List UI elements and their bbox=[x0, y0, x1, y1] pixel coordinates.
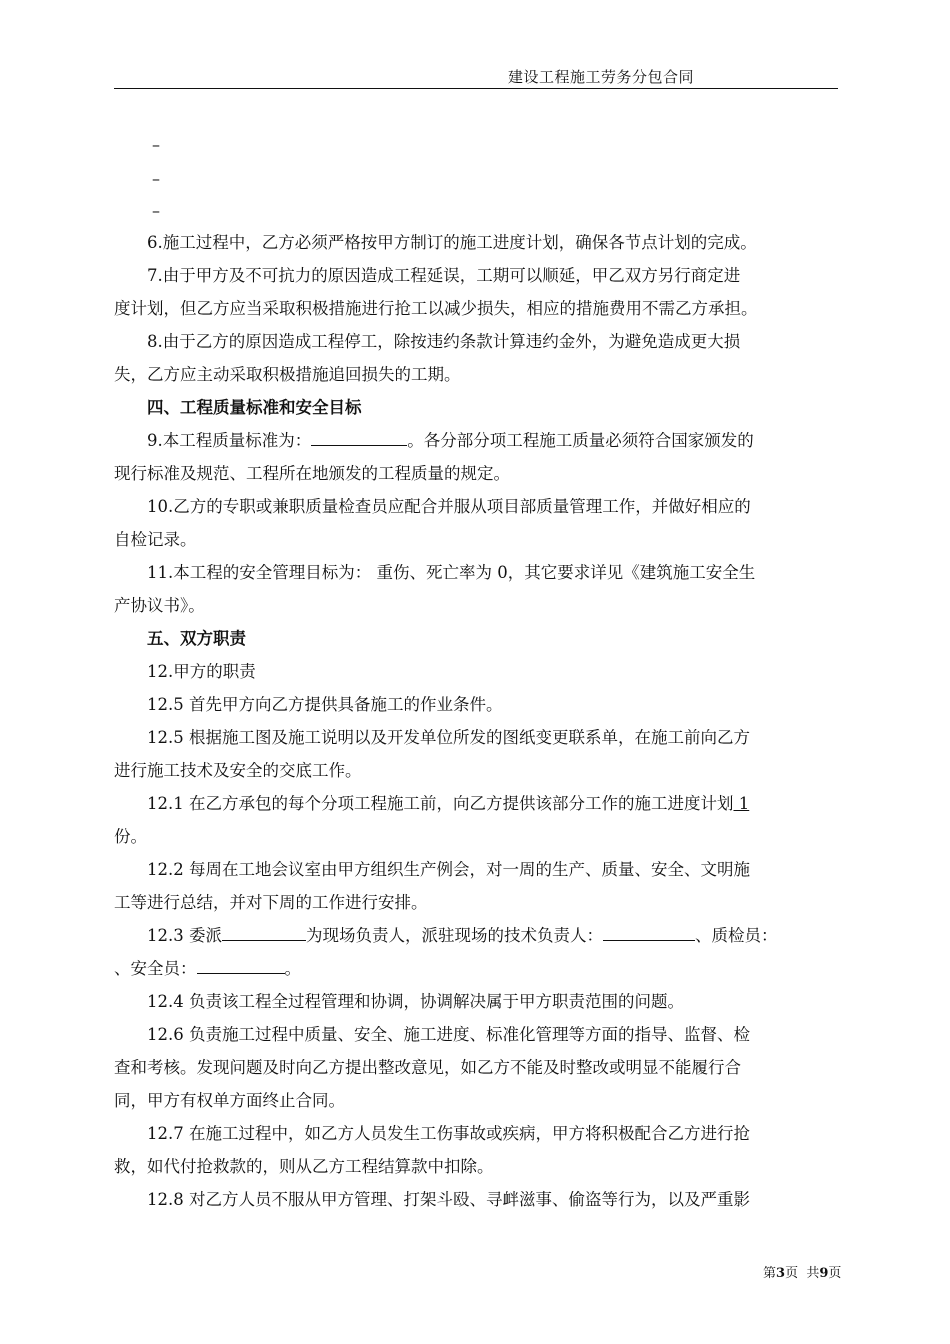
clause-12-3-text-5: 。 bbox=[284, 959, 301, 978]
clause-12-3-text-2: 为现场负责人，派驻现场的技术负责人： bbox=[305, 926, 603, 945]
footer-page-number: 3 bbox=[776, 1266, 786, 1281]
clause-12-4: 12.4 负责该工程全过程管理和协调，协调解决属于甲方职责范围的问题。 bbox=[147, 992, 684, 1011]
schedule-copies: 1 bbox=[733, 794, 750, 813]
clause-6: 6.施工过程中，乙方必须严格按甲方制订的施工进度计划，确保各节点计划的完成。 bbox=[147, 233, 757, 252]
clause-11-line-2: 产协议书》。 bbox=[114, 596, 205, 615]
clause-9-line-2: 现行标准及规范、工程所在地颁发的工程质量的规定。 bbox=[114, 464, 510, 483]
safety-officer-blank bbox=[197, 953, 285, 974]
header-title: 建设工程施工劳务分包合同 bbox=[508, 68, 695, 86]
header-rule bbox=[114, 88, 838, 89]
footer-mid: 页 共 bbox=[785, 1266, 820, 1281]
site-manager-blank bbox=[222, 920, 306, 941]
clause-12-7-line-2: 救，如代付抢救款的，则从乙方工程结算款中扣除。 bbox=[114, 1157, 494, 1176]
clause-12-3-text-1: 12.3 委派 bbox=[147, 926, 222, 945]
clause-12-3-text-3: 、质检员： bbox=[694, 926, 778, 945]
section-heading-5: 五、双方职责 bbox=[147, 629, 246, 648]
clause-10-line-2: 自检记录。 bbox=[114, 530, 197, 549]
clause-9-line-1 bbox=[114, 424, 858, 457]
placeholder-dash: – bbox=[152, 201, 160, 220]
clause-12-6-line-3: 同，甲方有权单方面终止合同。 bbox=[114, 1091, 345, 1110]
clause-9-prefix: 9.本工程质量标准为： bbox=[147, 431, 312, 450]
clause-12-2-line-1: 12.2 每周在工地会议室由甲方组织生产例会，对一周的生产、质量、安全、文明施 bbox=[147, 860, 750, 879]
footer-prefix: 第 bbox=[763, 1266, 777, 1281]
clause-9-suffix: 。各分部分项工程施工质量必须符合国家颁发的 bbox=[407, 431, 754, 450]
clause-12-6-line-1: 12.6 负责施工过程中质量、安全、施工进度、标准化管理等方面的指导、监督、检 bbox=[147, 1025, 750, 1044]
clause-12-3-text-4: 、安全员： bbox=[114, 959, 197, 978]
clause-12-3-line-2 bbox=[114, 952, 858, 985]
clause-12-6-line-2: 查和考核。发现问题及时向乙方提出整改意见，如乙方不能及时整改或明显不能履行合 bbox=[114, 1058, 741, 1077]
clause-12-2-line-2: 工等进行总结，并对下周的工作进行安排。 bbox=[114, 893, 428, 912]
clause-12-5-b-line-1: 12.5 根据施工图及施工说明以及开发单位所发的图纸变更联系单，在施工前向乙方 bbox=[147, 728, 750, 747]
placeholder-dash: – bbox=[152, 169, 160, 188]
clause-12-1-text: 12.1 在乙方承包的每个分项工程施工前，向乙方提供该部分工作的施工进度计划 bbox=[147, 794, 734, 813]
clause-12-5-a: 12.5 首先甲方向乙方提供具备施工的作业条件。 bbox=[147, 695, 503, 714]
tech-lead-blank bbox=[603, 920, 695, 941]
document-body bbox=[114, 128, 858, 1216]
placeholder-dash: – bbox=[152, 135, 160, 154]
clause-10-line-1: 10.乙方的专职或兼职质量检查员应配合并服从项目部质量管理工作，并做好相应的 bbox=[147, 497, 751, 516]
clause-12-8-line-1: 12.8 对乙方人员不服从甲方管理、打架斗殴、寻衅滋事、偷盗等行为，以及严重影 bbox=[147, 1190, 750, 1209]
footer-total-pages: 9 bbox=[819, 1266, 829, 1281]
clause-12-5-b-line-2: 进行施工技术及安全的交底工作。 bbox=[114, 761, 362, 780]
clause-12-1-line-1 bbox=[114, 787, 858, 820]
section-heading-4: 四、工程质量标准和安全目标 bbox=[147, 398, 362, 417]
footer-suffix: 页 bbox=[828, 1266, 842, 1281]
clause-11-line-1: 11.本工程的安全管理目标为： 重伤、死亡率为 0，其它要求详见《建筑施工安全生 bbox=[147, 563, 756, 582]
clause-7-line-1: 7.由于甲方及不可抗力的原因造成工程延误，工期可以顺延，甲乙双方另行商定进 bbox=[147, 266, 741, 285]
quality-standard-blank bbox=[311, 425, 407, 446]
clause-8-line-2: 失，乙方应主动采取积极措施追回损失的工期。 bbox=[114, 365, 461, 384]
clause-12: 12.甲方的职责 bbox=[147, 662, 256, 681]
clause-12-7-line-1: 12.7 在施工过程中，如乙方人员发生工伤事故或疾病，甲方将积极配合乙方进行抢 bbox=[147, 1124, 750, 1143]
clause-12-3-line-1 bbox=[114, 919, 858, 952]
page-footer bbox=[763, 1262, 841, 1281]
clause-7-line-2: 度计划，但乙方应当采取积极措施进行抢工以减少损失，相应的措施费用不需乙方承担。 bbox=[114, 299, 758, 318]
clause-8-line-1: 8.由于乙方的原因造成工程停工，除按违约条款计算违约金外，为避免造成更大损 bbox=[147, 332, 741, 351]
clause-12-1-line-2: 份。 bbox=[114, 827, 147, 846]
